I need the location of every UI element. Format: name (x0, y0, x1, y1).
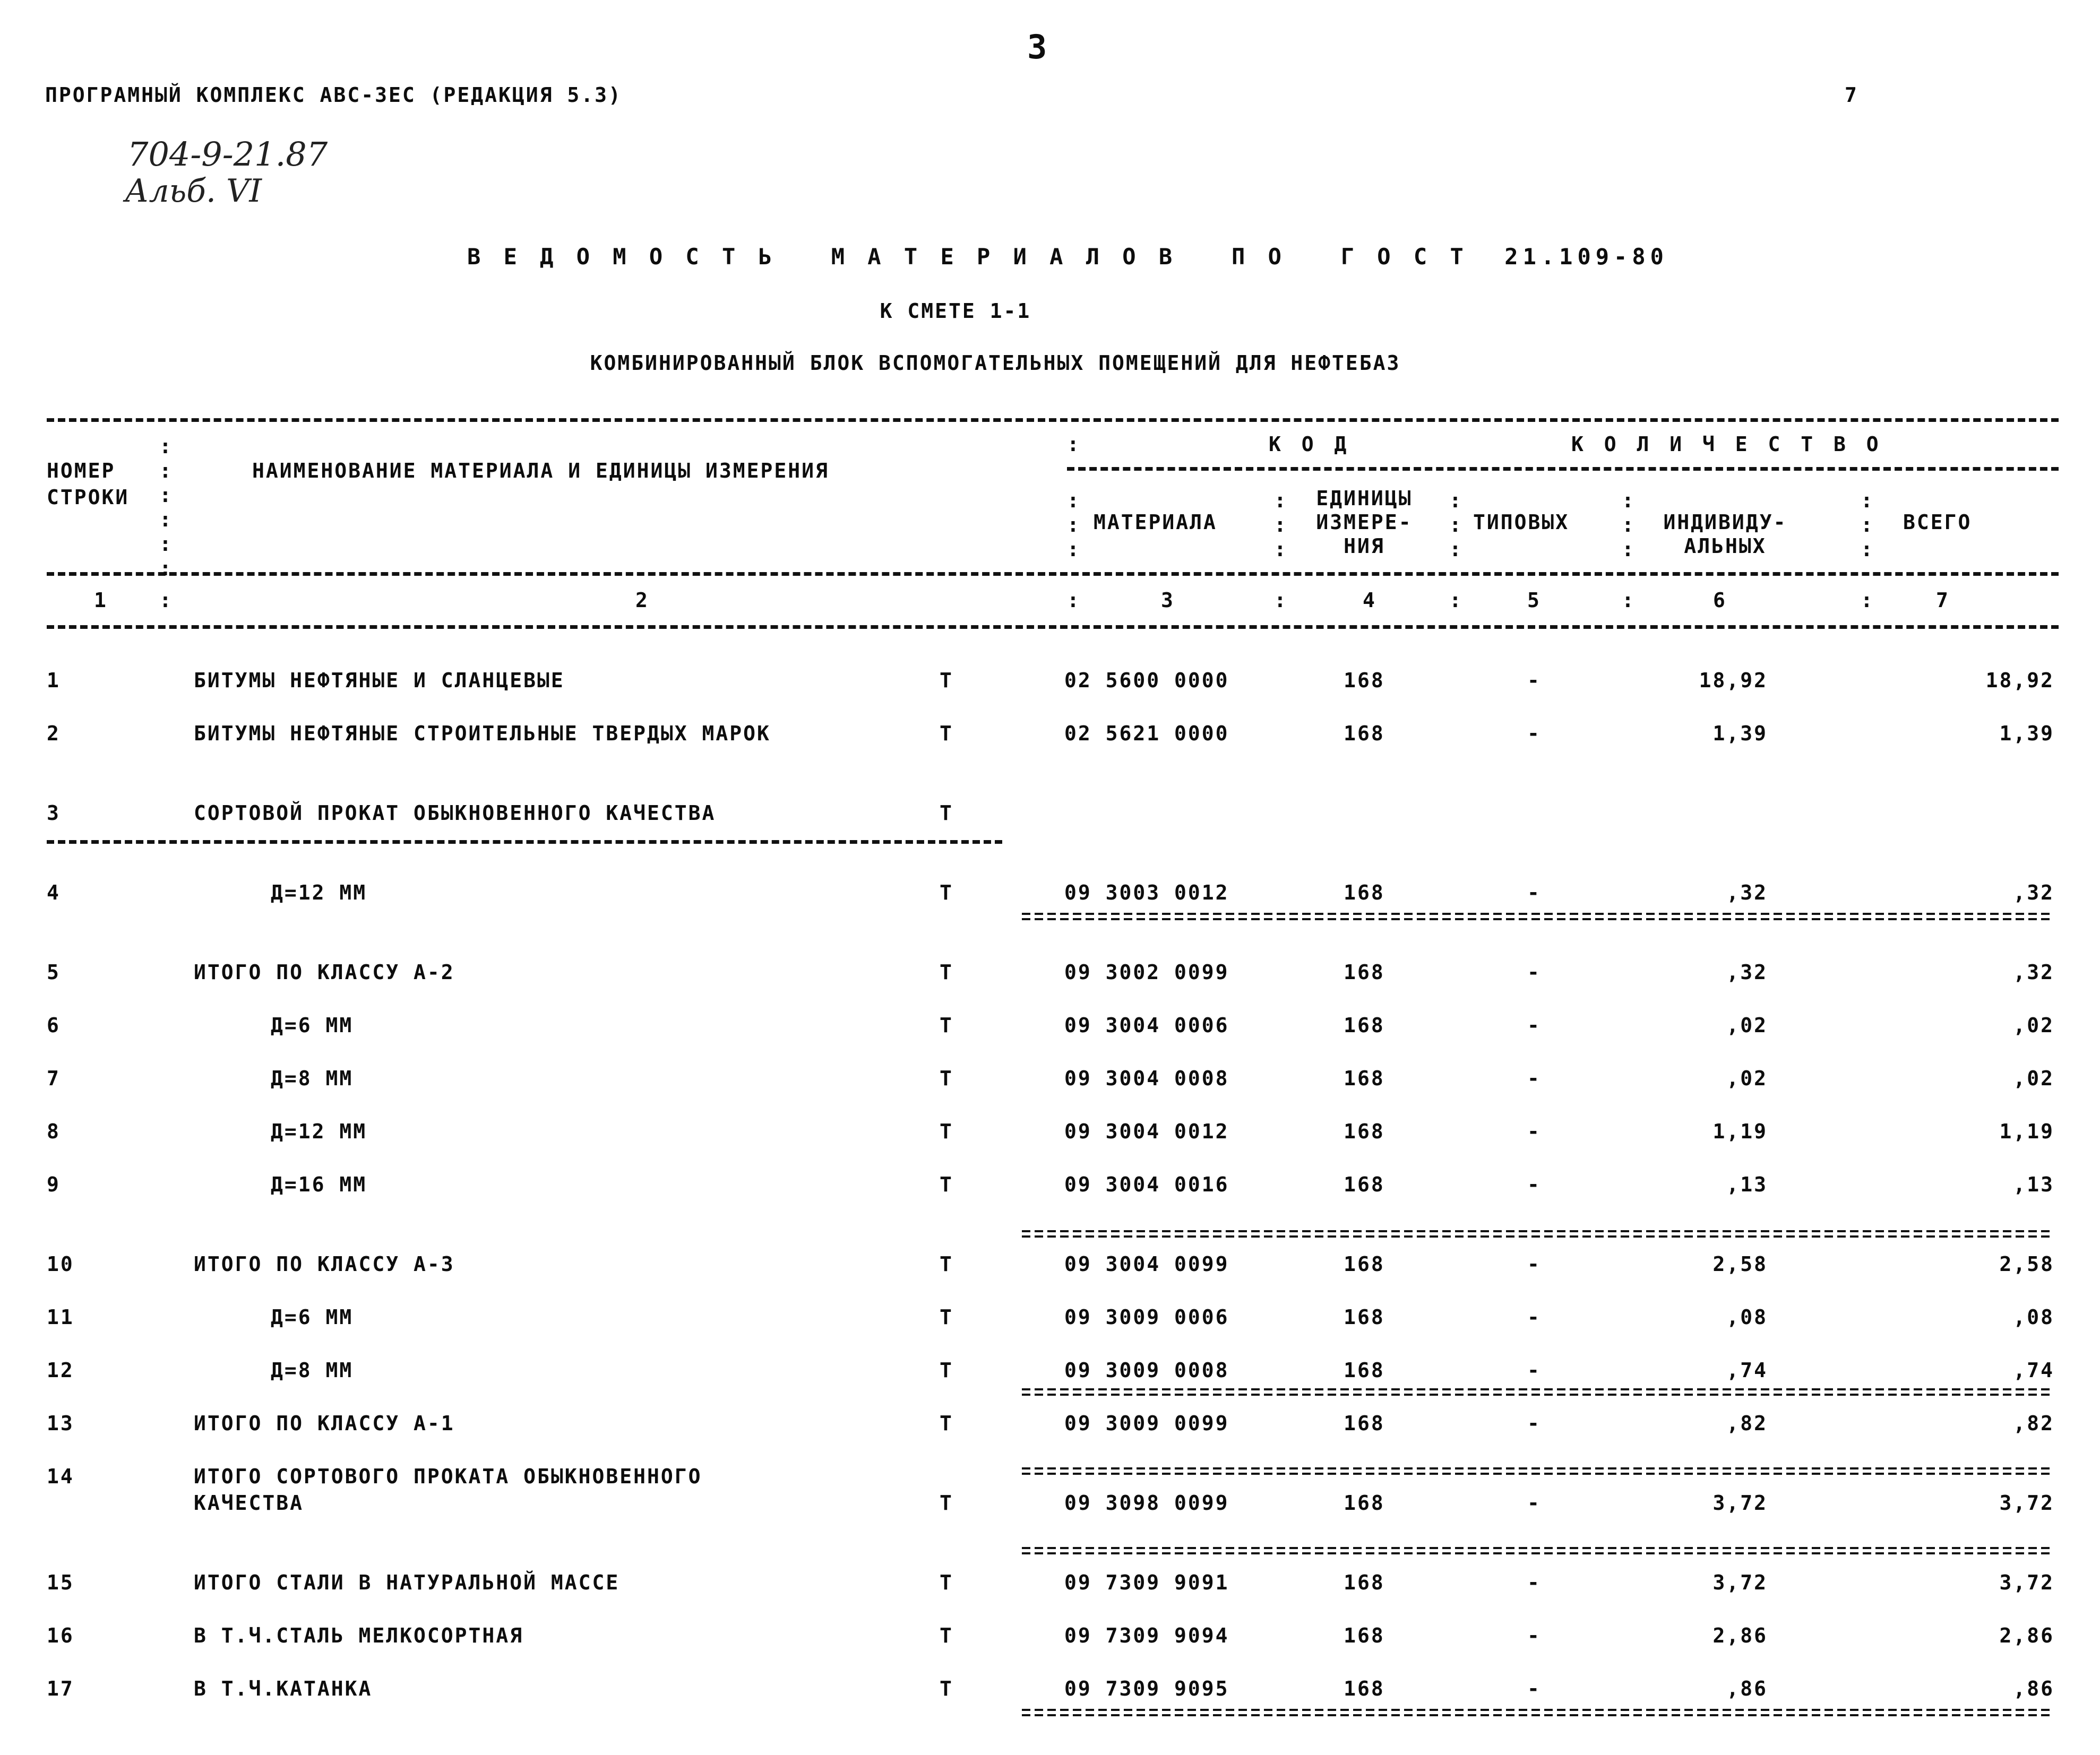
individual-qty: ,32 (1726, 881, 1768, 904)
col-num-1: 1 (94, 589, 108, 612)
material-name: Д=6 ММ (271, 1306, 354, 1329)
col-num-3: 3 (1161, 589, 1175, 612)
row-number: 16 (47, 1624, 74, 1647)
header-unit-1: ЕДИНИЦЫ (1316, 487, 1413, 510)
handwritten-album: Альб. VI (125, 172, 262, 210)
group-rule (47, 840, 1002, 844)
row-number: 17 (47, 1677, 74, 1700)
col-num-7: 7 (1936, 589, 1950, 612)
material-code: 09 3004 0006 (1064, 1014, 1229, 1037)
double-rule (1022, 1388, 2052, 1396)
material-code: 09 3098 0099 (1064, 1491, 1229, 1515)
typical-qty: - (1527, 1306, 1541, 1329)
header-quantity: К О Л И Ч Е С Т В О (1571, 433, 1883, 456)
individual-qty: 1,19 (1712, 1120, 1768, 1143)
table-row (0, 1413, 2100, 1440)
row-number: 11 (47, 1306, 74, 1329)
individual-qty: 1,39 (1712, 722, 1768, 745)
table-row (0, 1626, 2100, 1652)
row-number: 14 (47, 1465, 74, 1488)
material-code: 09 3003 0012 (1064, 881, 1229, 904)
row-number: 6 (47, 1014, 61, 1037)
sheet-number: 7 (1845, 83, 1858, 107)
row-number: 15 (47, 1571, 74, 1594)
material-code: 09 3009 0008 (1064, 1359, 1229, 1382)
typical-qty: - (1527, 1067, 1541, 1090)
material-name: Д=8 ММ (271, 1067, 354, 1090)
unit-code: 168 (1344, 961, 1385, 984)
material-code: 09 3004 0016 (1064, 1173, 1229, 1196)
table-row (0, 1466, 2100, 1519)
unit-code: 168 (1344, 1067, 1385, 1090)
measure-unit: Т (940, 669, 953, 692)
material-name: Д=16 ММ (271, 1173, 367, 1196)
header-unit-2: ИЗМЕРЕ- (1316, 511, 1413, 534)
col-num-4: 4 (1363, 589, 1376, 612)
table-row (0, 670, 2100, 697)
individual-qty: 18,92 (1699, 669, 1768, 692)
table-row (0, 883, 2100, 909)
total-qty: ,32 (2013, 961, 2054, 984)
material-name: ИТОГО ПО КЛАССУ А-1 (194, 1412, 455, 1435)
typical-qty: - (1527, 1120, 1541, 1143)
unit-code: 168 (1344, 1120, 1385, 1143)
material-name: В Т.Ч.КАТАНКА (194, 1677, 373, 1700)
row-number: 9 (47, 1173, 61, 1196)
material-code: 02 5600 0000 (1064, 669, 1229, 692)
unit-code: 168 (1344, 722, 1385, 745)
typical-qty: - (1527, 1014, 1541, 1037)
material-name: Д=6 ММ (271, 1014, 354, 1037)
header-material: МАТЕРИАЛА (1094, 511, 1217, 534)
material-name: БИТУМЫ НЕФТЯНЫЕ И СЛАНЦЕВЫЕ (194, 669, 565, 692)
document-subtitle: К СМЕТЕ 1-1 (880, 299, 1031, 323)
table-row (0, 1254, 2100, 1281)
col-num-2: 2 (635, 589, 649, 612)
row-number: 1 (47, 669, 61, 692)
total-qty: 2,58 (1999, 1252, 2054, 1276)
total-qty: ,74 (2013, 1359, 2054, 1382)
page-number: 3 (1027, 28, 1047, 66)
measure-unit: Т (940, 1624, 953, 1647)
total-qty: ,13 (2013, 1173, 2054, 1196)
measure-unit: Т (940, 1677, 953, 1700)
individual-qty: ,74 (1726, 1359, 1768, 1382)
table-row (0, 1068, 2100, 1095)
row-number: 12 (47, 1359, 74, 1382)
total-qty: ,82 (2013, 1412, 2054, 1435)
header-individual-1: ИНДИВИДУ- (1663, 511, 1787, 534)
header-code: К О Д (1269, 433, 1351, 456)
total-qty: ,02 (2013, 1014, 2054, 1037)
material-code: 09 3009 0006 (1064, 1306, 1229, 1329)
material-name: Д=8 ММ (271, 1359, 354, 1382)
typical-qty: - (1527, 1173, 1541, 1196)
col-num-5: 5 (1527, 589, 1541, 612)
col-num-6: 6 (1713, 589, 1727, 612)
table-row (0, 1174, 2100, 1201)
individual-qty: ,02 (1726, 1014, 1768, 1037)
measure-unit: Т (940, 801, 953, 825)
typical-qty: - (1527, 1252, 1541, 1276)
total-qty: ,86 (2013, 1677, 2054, 1700)
material-code: 09 7309 9094 (1064, 1624, 1229, 1647)
row-number: 2 (47, 722, 61, 745)
measure-unit: Т (940, 1571, 953, 1594)
material-code: 09 3004 0099 (1064, 1252, 1229, 1276)
unit-code: 168 (1344, 1491, 1385, 1515)
individual-qty: ,08 (1726, 1306, 1768, 1329)
material-name: ИТОГО СОРТОВОГО ПРОКАТА ОБЫКНОВЕННОГО (194, 1465, 702, 1488)
typical-qty: - (1527, 1624, 1541, 1647)
header-row-num-1: НОМЕР (47, 459, 116, 482)
row-number: 4 (47, 881, 61, 904)
material-code: 09 3002 0099 (1064, 961, 1229, 984)
row-number: 13 (47, 1412, 74, 1435)
material-name: БИТУМЫ НЕФТЯНЫЕ СТРОИТЕЛЬНЫЕ ТВЕРДЫХ МАРОК (194, 722, 771, 745)
individual-qty: ,86 (1726, 1677, 1768, 1700)
unit-code: 168 (1344, 1173, 1385, 1196)
material-name: Д=12 ММ (271, 1120, 367, 1143)
unit-code: 168 (1344, 1571, 1385, 1594)
individual-qty: ,32 (1726, 961, 1768, 984)
total-qty: 1,39 (1999, 722, 2054, 745)
typical-qty: - (1527, 722, 1541, 745)
header-bottom-rule (47, 572, 2059, 576)
total-qty: 1,19 (1999, 1120, 2054, 1143)
total-qty: 3,72 (1999, 1571, 2054, 1594)
individual-qty: ,02 (1726, 1067, 1768, 1090)
individual-qty: ,13 (1726, 1173, 1768, 1196)
unit-code: 168 (1344, 881, 1385, 904)
measure-unit: Т (940, 1306, 953, 1329)
typical-qty: - (1527, 881, 1541, 904)
header-individual-2: АЛЬНЫХ (1684, 534, 1767, 558)
material-code: 09 7309 9095 (1064, 1677, 1229, 1700)
individual-qty: 3,72 (1712, 1571, 1768, 1594)
individual-qty: 2,58 (1712, 1252, 1768, 1276)
typical-qty: - (1527, 1571, 1541, 1594)
double-rule (1022, 913, 2052, 920)
material-code: 09 3004 0012 (1064, 1120, 1229, 1143)
table-row (0, 1360, 2100, 1387)
individual-qty: ,82 (1726, 1412, 1768, 1435)
total-qty: ,08 (2013, 1306, 2054, 1329)
measure-unit: Т (940, 1359, 953, 1382)
row-number: 5 (47, 961, 61, 984)
material-code: 09 3004 0008 (1064, 1067, 1229, 1090)
measure-unit: Т (940, 961, 953, 984)
table-row (0, 1121, 2100, 1148)
unit-code: 168 (1344, 1412, 1385, 1435)
object-name: КОМБИНИРОВАННЫЙ БЛОК ВСПОМОГАТЕЛЬНЫХ ПОМЕЩЕНИЙ ДЛЯ НЕФТЕБАЗ (590, 351, 1401, 375)
unit-code: 168 (1344, 1624, 1385, 1647)
unit-code: 168 (1344, 669, 1385, 692)
table-row (0, 1015, 2100, 1042)
total-qty: 18,92 (1985, 669, 2054, 692)
typical-qty: - (1527, 1491, 1541, 1515)
measure-unit: Т (940, 1173, 953, 1196)
table-row (0, 723, 2100, 750)
header-unit-3: НИЯ (1344, 534, 1385, 558)
material-name: В Т.Ч.СТАЛЬ МЕЛКОСОРТНАЯ (194, 1624, 524, 1647)
unit-code: 168 (1344, 1677, 1385, 1700)
header-row-num-2: СТРОКИ (47, 486, 130, 509)
unit-code: 168 (1344, 1252, 1385, 1276)
table-row (0, 1679, 2100, 1705)
material-code: 09 7309 9091 (1064, 1571, 1229, 1594)
measure-unit: Т (940, 1067, 953, 1090)
measure-unit: Т (940, 1120, 953, 1143)
material-code: 09 3009 0099 (1064, 1412, 1229, 1435)
total-qty: 3,72 (1999, 1491, 2054, 1515)
program-title: ПРОГРАМНЫЙ КОМПЛЕКС АВС-ЗЕС (РЕДАКЦИЯ 5.3) (45, 83, 622, 107)
row-number: 10 (47, 1252, 74, 1276)
table-row (0, 1307, 2100, 1334)
header-name: НАИМЕНОВАНИЕ МАТЕРИАЛА И ЕДИНИЦЫ ИЗМЕРЕНИЯ (252, 459, 829, 482)
double-rule (1022, 1709, 2052, 1716)
measure-unit: Т (940, 1412, 953, 1435)
double-rule (1022, 1230, 2052, 1238)
col-num-bottom-rule (47, 625, 2059, 629)
header-typical: ТИПОВЫХ (1473, 511, 1570, 534)
material-name: ИТОГО ПО КЛАССУ А-3 (194, 1252, 455, 1276)
measure-unit: Т (940, 881, 953, 904)
typical-qty: - (1527, 1359, 1541, 1382)
typical-qty: - (1527, 1412, 1541, 1435)
table-row (0, 803, 2100, 829)
handwritten-project-code: 704-9-21.87 (127, 135, 328, 174)
row-number: 8 (47, 1120, 61, 1143)
material-name: ИТОГО СТАЛИ В НАТУРАЛЬНОЙ МАССЕ (194, 1571, 620, 1594)
individual-qty: 2,86 (1712, 1624, 1768, 1647)
unit-code: 168 (1344, 1014, 1385, 1037)
material-name: ИТОГО ПО КЛАССУ А-2 (194, 961, 455, 984)
header-total: ВСЕГО (1903, 511, 1972, 534)
table-row (0, 1572, 2100, 1599)
row-number: 3 (47, 801, 61, 825)
document-title: В Е Д О М О С Т Ь М А Т Е Р И А Л О В П О Г О С Т 21.109-80 (467, 244, 1668, 270)
unit-code: 168 (1344, 1359, 1385, 1382)
total-qty: ,32 (2013, 881, 2054, 904)
measure-unit: Т (940, 722, 953, 745)
material-code: 02 5621 0000 (1064, 722, 1229, 745)
individual-qty: 3,72 (1712, 1491, 1768, 1515)
total-qty: 2,86 (1999, 1624, 2054, 1647)
table-row (0, 962, 2100, 989)
typical-qty: - (1527, 1677, 1541, 1700)
material-name: Д=12 ММ (271, 881, 367, 904)
total-qty: ,02 (2013, 1067, 2054, 1090)
material-name-continued: КАЧЕСТВА (194, 1491, 304, 1515)
typical-qty: - (1527, 961, 1541, 984)
measure-unit: Т (940, 1252, 953, 1276)
header-top-rule (47, 418, 2059, 422)
unit-code: 168 (1344, 1306, 1385, 1329)
row-number: 7 (47, 1067, 61, 1090)
measure-unit: Т (940, 1014, 953, 1037)
measure-unit: Т (940, 1491, 953, 1515)
material-name: СОРТОВОЙ ПРОКАТ ОБЫКНОВЕННОГО КАЧЕСТВА (194, 801, 716, 825)
typical-qty: - (1527, 669, 1541, 692)
double-rule (1022, 1547, 2052, 1554)
header-mid-rule (1067, 467, 2059, 471)
